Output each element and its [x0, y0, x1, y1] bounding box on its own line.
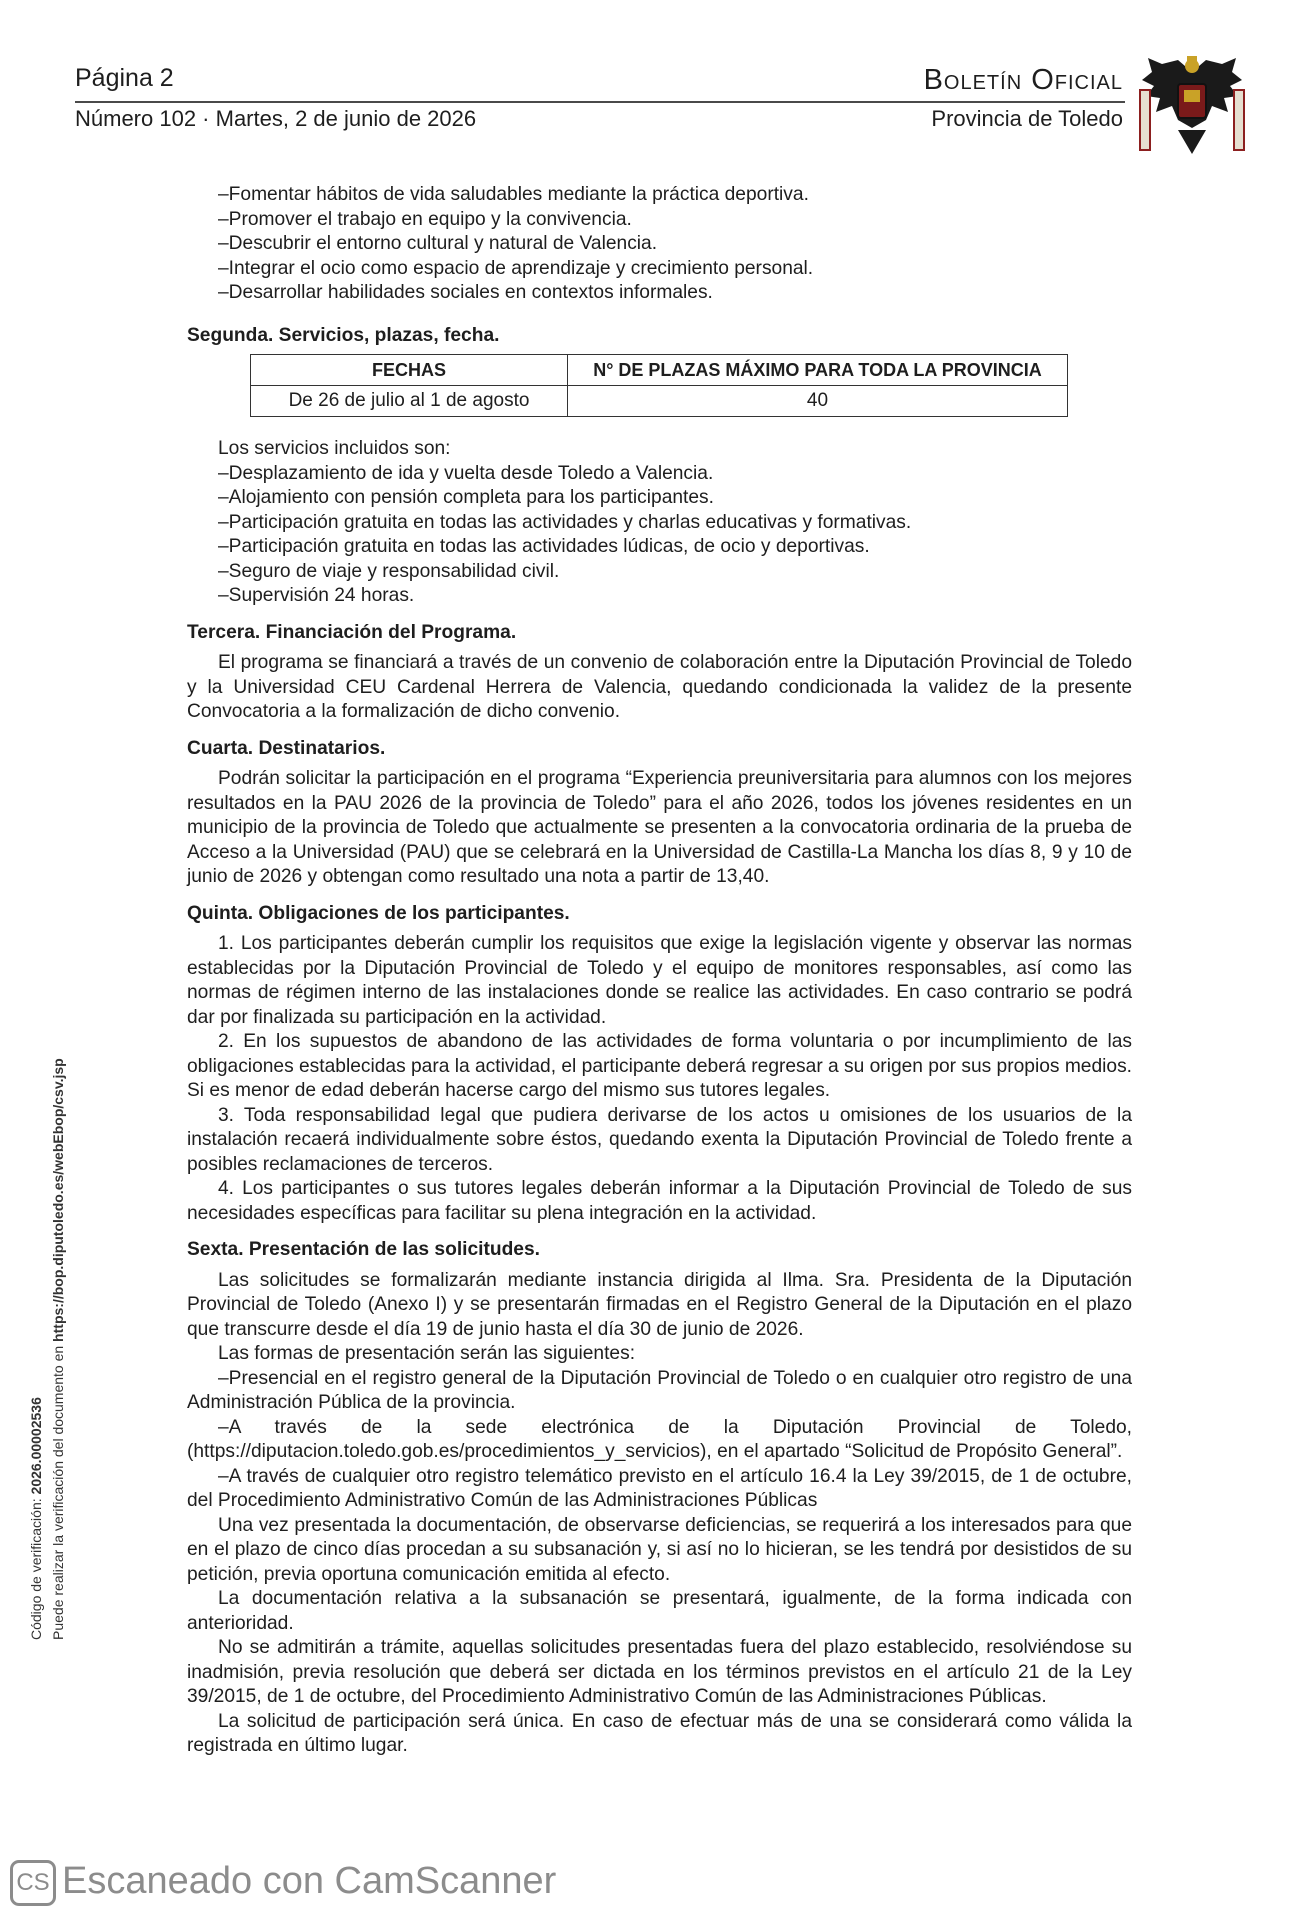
service-item: –Supervisión 24 horas. — [218, 585, 415, 606]
sexta-paragraph: –A través de la sede electrónica de la Diputación Provincial de Toledo, (https://diputacion.toledo.gob.es/procedimientos_y_servicios), en el apartado “Solicitud de Propósito General”. — [187, 1416, 1132, 1462]
section-heading-cuarta: Cuarta. Destinatarios. — [187, 737, 386, 759]
verification-url-line: Puede realizar la verificación del documento en https://bop.diputoledo.es/webEbop/csv.jsp — [50, 1058, 66, 1640]
bulletin-subtitle: Provincia de Toledo — [931, 106, 1123, 131]
objective-item: –Promover el trabajo en equipo y la convivencia. — [218, 208, 632, 230]
services-intro: Los servicios incluidos son: — [218, 438, 451, 459]
section-heading-sexta: Sexta. Presentación de las solicitudes. — [187, 1239, 540, 1260]
table-header-fechas: FECHAS — [251, 355, 568, 386]
quinta-paragraph: 3. Toda responsabilidad legal que pudiera derivarse de los actos u omisiones de los usuarios de la instalación recaerá individualmente sobre éstos, quedando exenta la Diputación Provincial de Toledo frente a posibles reclamaciones de terceros. — [187, 1104, 1132, 1175]
sexta-paragraph: Las solicitudes se formalizarán mediante instancia dirigida al Ilma. Sra. Presidenta de la Diputación Provincial de Toledo (Anexo I) y se presentarán firmadas en el Registro General de la Diputación en el plazo que transcurre desde el día 19 de junio hasta el día 30 de junio de 2026. — [187, 1269, 1132, 1340]
dates-table — [250, 354, 1068, 417]
service-item: –Alojamiento con pensión completa para los participantes. — [218, 487, 714, 508]
verification-code: Código de verificación: 2026.00002536 — [28, 1397, 44, 1640]
sexta-paragraph: –Presencial en el registro general de la Diputación Provincial de Toledo o en cualquier otro registro de una Administración Pública de la provincia. — [187, 1367, 1132, 1413]
objective-item: –Desarrollar habilidades sociales en contextos informales. — [218, 282, 713, 303]
header-rule — [75, 101, 1125, 103]
table-cell-places: 40 — [568, 386, 1068, 417]
cuarta-paragraph: Podrán solicitar la participación en el programa “Experiencia preuniversitaria para alumnos con los mejores resultados en la PAU 2026 de la provincia de Toledo” para el año 2026, todos los jóvenes residentes en un municipio de la provincia de Toledo que actualmente se presenten a la convocatoria ordinaria de la prueba de Acceso a la Universidad (PAU) que se celebrará en la Universidad de Castilla-La Mancha los días 8, 9 y 10 de junio de 2026 y obtengan como resultado una nota a partir de 13,40. — [187, 768, 1132, 887]
objective-item: –Descubrir el entorno cultural y natural de Valencia. — [218, 233, 658, 254]
section-heading-quinta: Quinta. Obligaciones de los participantes. — [187, 902, 570, 924]
coat-of-arms-icon — [1138, 50, 1246, 162]
scanner-watermark — [10, 1860, 556, 1906]
camscanner-logo-icon: CS — [10, 1860, 56, 1906]
sexta-paragraph: La solicitud de participación será única. En caso de efectuar más de una se considerará como válida la registrada en último lugar. — [187, 1710, 1132, 1756]
section-heading-segunda: Segunda. Servicios, plazas, fecha. — [187, 324, 500, 346]
bulletin-title: Boletín Oficial — [923, 64, 1123, 96]
table-row — [251, 386, 1068, 417]
service-item: –Seguro de viaje y responsabilidad civil. — [218, 560, 560, 582]
page-number: Página 2 — [75, 64, 174, 92]
issue-line: Número 102 · Martes, 2 de junio de 2026 — [75, 106, 477, 131]
quinta-paragraph: 2. En los supuestos de abandono de las actividades de forma voluntaria o por incumplimiento de las obligaciones establecidas para la actividad, el participante deberá regresar a su origen por sus propios medios. Si es menor de edad deberán hacerse cargo del mismo sus tutores legales. — [187, 1031, 1133, 1101]
scanner-watermark-text: Escaneado con CamScanner — [62, 1860, 557, 1903]
document-body — [187, 183, 1132, 1759]
quinta-paragraph: 1. Los participantes deberán cumplir los requisitos que exige la legislación vigente y observar las normas establecidas por la Diputación Provincial de Toledo y el equipo de monitores responsables, así como las normas de régimen interno de las instalaciones donde se realice las actividades. En caso contrario se podrá dar por finalizada su participación en la actividad. — [187, 933, 1132, 1028]
sexta-paragraph: –A través de cualquier otro registro telemático previsto en el artículo 16.4 la Ley 39/2015, de 1 de octubre, del Procedimiento Administrativo Común de las Administraciones Públicas — [187, 1465, 1132, 1511]
tercera-paragraph: El programa se financiará a través de un convenio de colaboración entre la Diputación Provincial de Toledo y la Universidad CEU Cardenal Herrera de Valencia, quedando condicionada la validez de la presente Convocatoria a la formalización de dicho convenio. — [187, 652, 1132, 722]
sexta-paragraph: No se admitirán a trámite, aquellas solicitudes presentadas fuera del plazo establecido, resolviéndose su inadmisión, previa resolución que deberá ser dictada en los términos previstos en el artículo 21 de la Ley 39/2015, de 1 de octubre, del Procedimiento Administrativo Común de las Administraciones Públicas. — [187, 1637, 1132, 1707]
section-heading-tercera: Tercera. Financiación del Programa. — [187, 621, 517, 643]
service-item: –Desplazamiento de ida y vuelta desde Toledo a Valencia. — [218, 462, 714, 484]
table-cell-dates: De 26 de julio al 1 de agosto — [251, 386, 568, 417]
table-header-plazas: N° DE PLAZAS MÁXIMO PARA TODA LA PROVINCIA — [568, 355, 1068, 386]
service-item: –Participación gratuita en todas las actividades lúdicas, de ocio y deportivas. — [218, 536, 870, 557]
table-header-row — [251, 355, 1068, 386]
objective-item: –Fomentar hábitos de vida saludables mediante la práctica deportiva. — [218, 184, 809, 205]
objective-item: –Integrar el ocio como espacio de aprendizaje y crecimiento personal. — [218, 257, 814, 279]
quinta-paragraph: 4. Los participantes o sus tutores legales deberán informar a la Diputación Provincial de Toledo de sus necesidades específicas para facilitar su plena integración en la actividad. — [187, 1178, 1132, 1224]
verification-link[interactable]: https://bop.diputoledo.es/webEbop/csv.jsp — [50, 1058, 66, 1342]
service-item: –Participación gratuita en todas las actividades y charlas educativas y formativas. — [218, 511, 912, 533]
sexta-paragraph: Las formas de presentación serán las siguientes: — [218, 1343, 636, 1364]
sexta-paragraph: Una vez presentada la documentación, de observarse deficiencias, se requerirá a los interesados para que en el plazo de cinco días procedan a su subsanación y, si así no lo hicieran, se les tendrá por desistidos de su petición, previa oportuna comunicación emitida al efecto. — [187, 1514, 1132, 1585]
sexta-paragraph: La documentación relativa a la subsanación se presentará, igualmente, de la forma indicada con anterioridad. — [187, 1588, 1132, 1634]
